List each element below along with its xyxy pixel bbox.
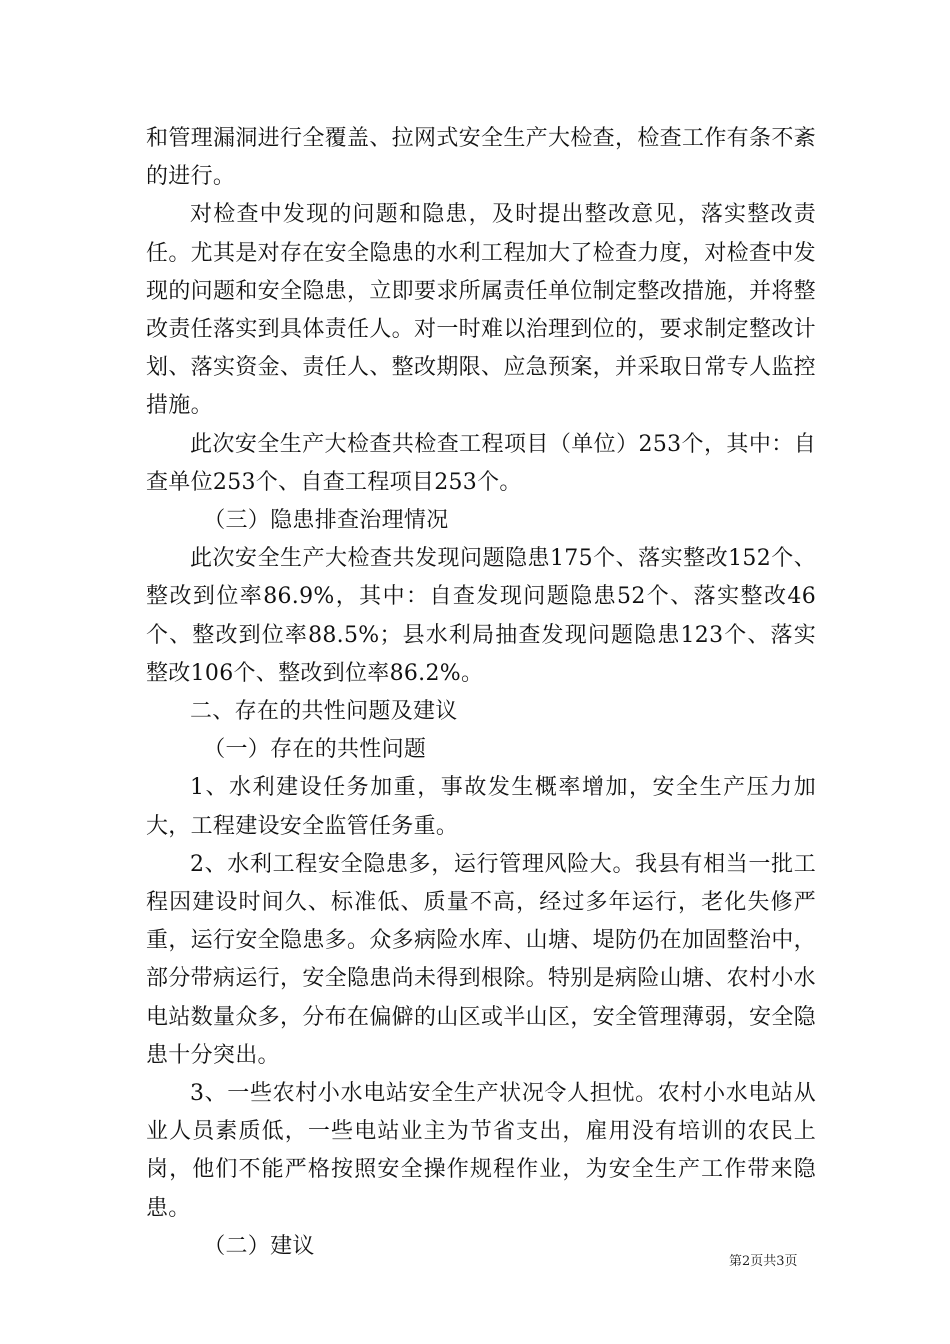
paragraph-7: 3、一些农村小水电站安全生产状况令人担忧。农村小水电站从业人员素质低，一些电站业主为节省支出，雇用没有培训的农民上岗，他们不能严格按照安全操作规程作业，为安全生产工作带来隐患。	[146, 1081, 816, 1221]
section-heading-2: 二、存在的共性问题及建议	[190, 699, 458, 725]
document-body	[146, 120, 816, 1266]
paragraph-1: 和管理漏洞进行全覆盖、拉网式安全生产大检查，检查工作有条不紊的进行。	[146, 126, 816, 190]
subsection-heading-2: （二）建议	[203, 1233, 315, 1259]
subsection-heading-1: （一）存在的共性问题	[203, 737, 427, 763]
paragraph-5: 1、水利建设任务加重，事故发生概率增加，安全生产压力加大，工程建设安全监管任务重。	[146, 775, 816, 839]
page-number: 第2页共3页	[729, 1254, 798, 1269]
paragraph-3: 此次安全生产大检查共检查工程项目（单位）253个，其中：自查单位253个、自查工程项目253个。	[146, 431, 816, 495]
paragraph-6: 2、水利工程安全隐患多，运行管理风险大。我县有相当一批工程因建设时间久、标准低、质量不高，经过多年运行，老化失修严重，运行安全隐患多。众多病险水库、山塘、堤防仍在加固整治中，部分带病运行，安全隐患尚未得到根除。特别是病险山塘、农村小水电站数量众多，分布在偏僻的山区或半山区，安全管理薄弱，安全隐患十分突出。	[146, 851, 816, 1068]
paragraph-4: 此次安全生产大检查共发现问题隐患175个、落实整改152个、整改到位率86.9%，其中：自查发现问题隐患52个、落实整改46个、整改到位率88.5%；县水利局抽查发现问题隐患123个、落实整改106个、整改到位率86.2%。	[146, 546, 816, 686]
paragraph-2: 对检查中发现的问题和隐患，及时提出整改意见，落实整改责任。尤其是对存在安全隐患的水利工程加大了检查力度，对检查中发现的问题和安全隐患，立即要求所属责任单位制定整改措施，并将整改责任落实到具体责任人。对一时难以治理到位的，要求制定整改计划、落实资金、责任人、整改期限、应急预案，并采取日常专人监控措施。	[146, 202, 816, 419]
section-heading-3: （三）隐患排查治理情况	[203, 508, 449, 534]
